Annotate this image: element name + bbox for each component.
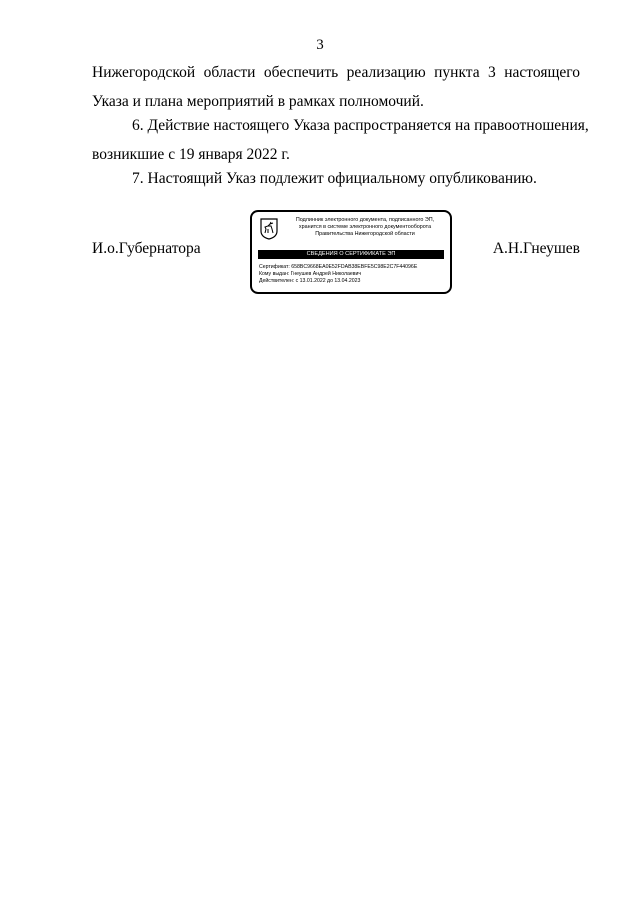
stamp-certificate: Сертификат: 658BC9668EA0E52FDAB38EBFE5C98E2C7F44096E (259, 264, 418, 270)
paragraph-6 (92, 111, 589, 169)
stamp-header-line: Подлинник электронного документа, подписанного ЭП, (295, 217, 435, 223)
signature-name: А.Н.Гнеушев (492, 240, 580, 257)
stamp-details (259, 264, 447, 285)
text-line: 6. Действие настоящего Указа распространяется на правоотношения, (132, 117, 589, 134)
text-line: 7. Настоящий Указ подлежит официальному опубликованию. (132, 170, 537, 187)
text-line: возникшие с 19 января 2022 г. (92, 146, 290, 163)
paragraph-continuation (92, 58, 580, 116)
signature-position: И.о.Губернатора (92, 240, 201, 257)
stamp-header-line: хранится в системе электронного документооборота (298, 224, 432, 231)
text-line: Нижегородской области обеспечить реализацию пункта 3 настоящего (92, 64, 580, 81)
electronic-signature-stamp (250, 210, 452, 294)
stamp-validity: Действителен: с 13.01.2022 до 13.04.2023 (259, 278, 361, 284)
text-line: Указа и плана мероприятий в рамках полномочий. (92, 93, 424, 110)
stamp-issued-to: Кому выдан: Гнеушев Андрей Николаевич (259, 271, 362, 277)
stamp-header (282, 217, 448, 239)
stamp-header-line: Правительства Нижегородской области (315, 231, 415, 238)
nizhny-novgorod-deer-crest-icon (260, 218, 278, 240)
paragraph-7 (92, 164, 580, 193)
page-number: 3 (316, 37, 324, 53)
stamp-banner: СВЕДЕНИЯ О СЕРТИФИКАТЕ ЭП (258, 250, 444, 259)
